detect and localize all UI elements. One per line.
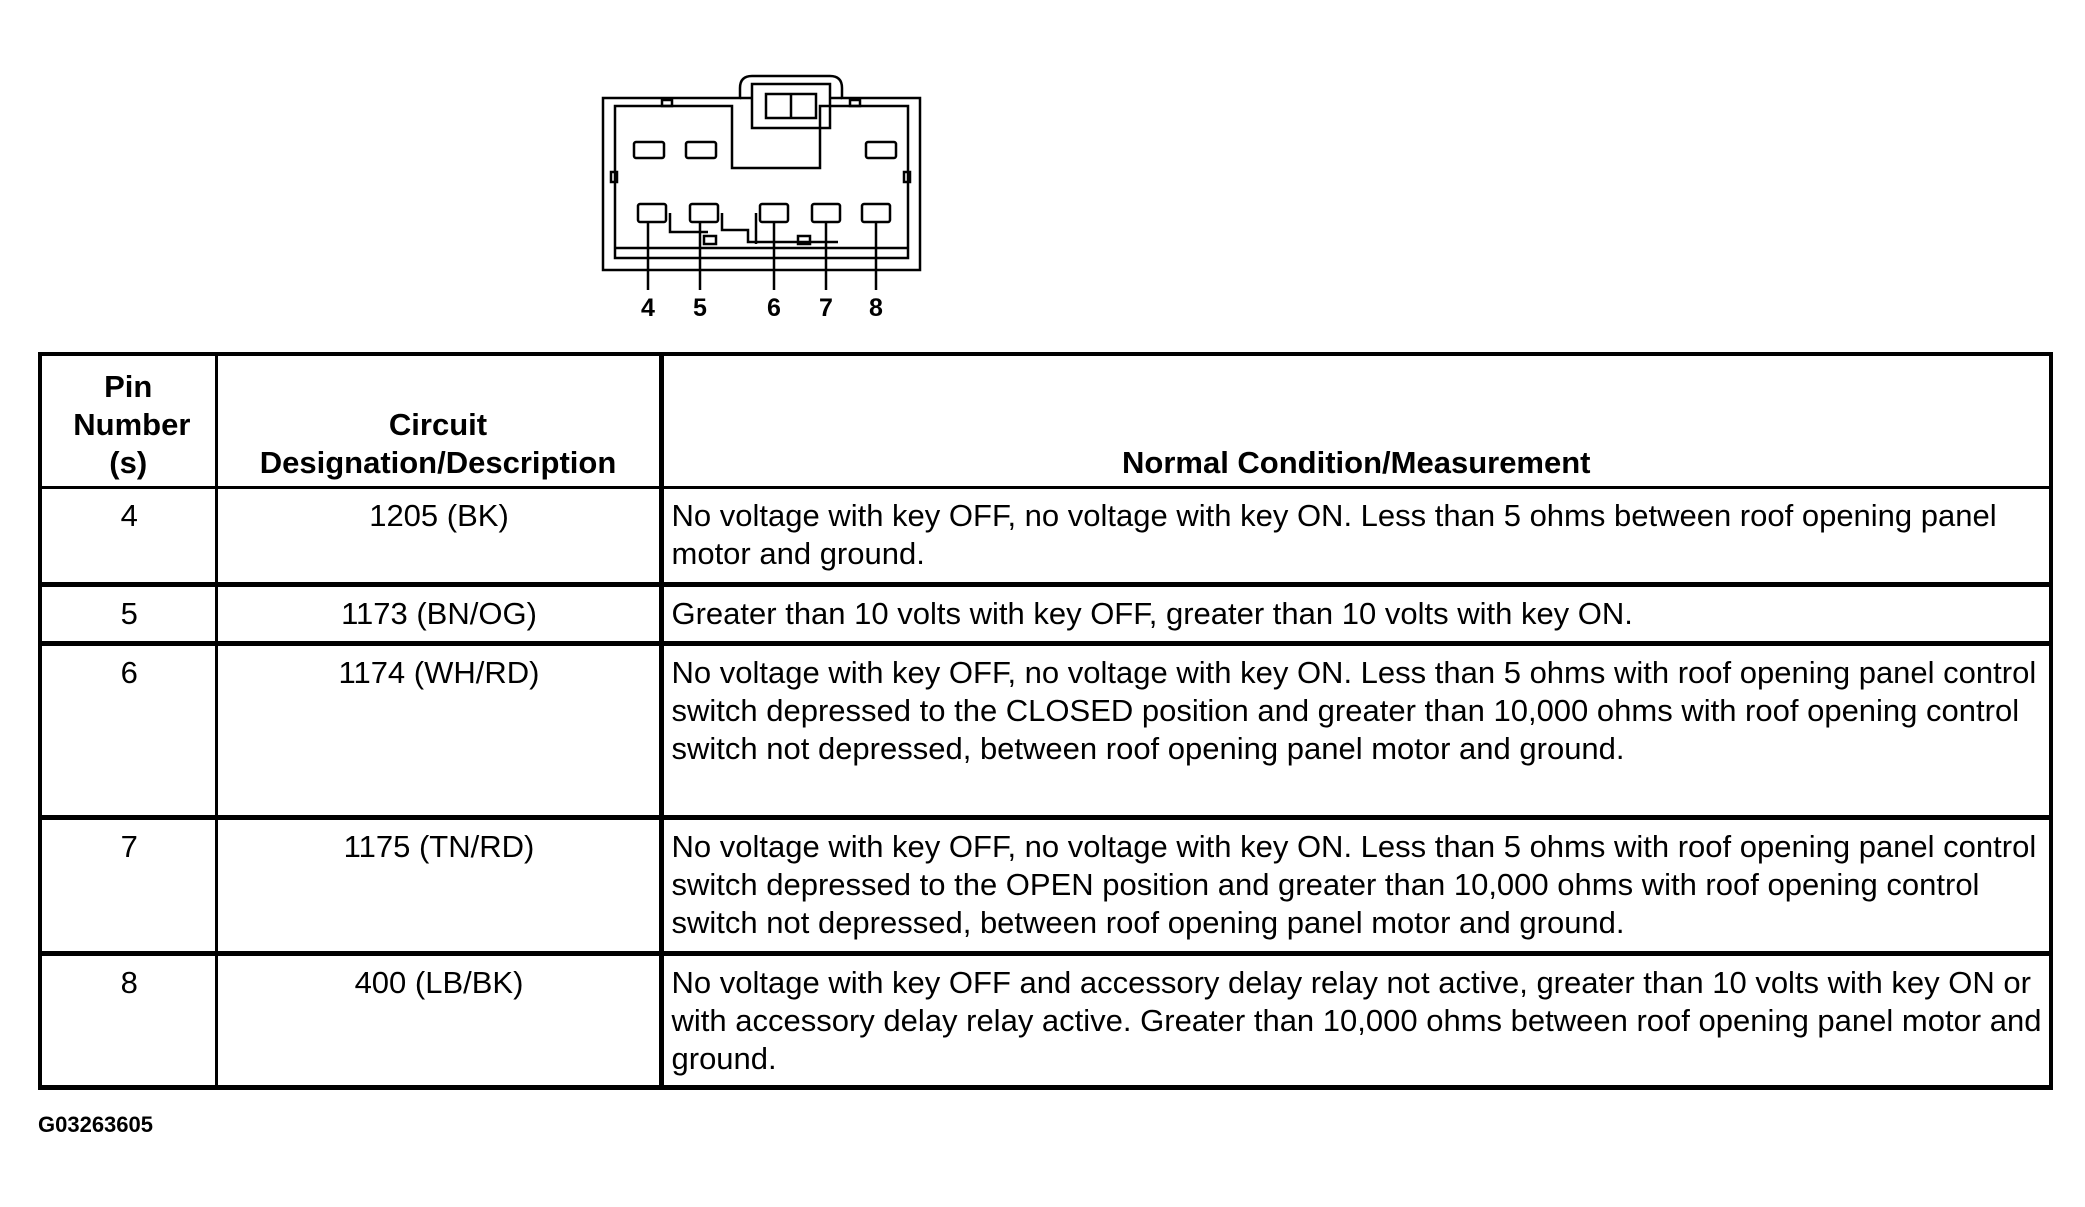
pin-cavity	[812, 204, 840, 222]
pin-cavity	[862, 204, 890, 222]
pin-label: 6	[767, 294, 781, 322]
table-row	[40, 643, 2051, 817]
table-row	[40, 584, 2051, 643]
table-row	[40, 953, 2051, 1087]
header-pin-number-label: Pin Number (s)	[73, 368, 191, 480]
figure-id: G03263605	[38, 1112, 153, 1137]
header-circuit-label: Circuit Designation/Description	[259, 406, 617, 480]
pin-measurement-table	[38, 352, 2053, 1090]
pin-cavity	[638, 204, 666, 222]
pin-cavity	[690, 204, 718, 222]
cell-condition: Greater than 10 volts with key OFF, greater than 10 volts with key ON.	[661, 584, 2051, 643]
cell-condition: No voltage with key OFF, no voltage with key ON. Less than 5 ohms between roof opening panel motor and ground.	[661, 487, 2051, 584]
header-circuit	[216, 354, 661, 487]
cell-pin: 5	[40, 584, 216, 643]
table-header-row	[40, 354, 2051, 487]
top-cavity	[686, 142, 716, 158]
pin-label: 7	[819, 294, 833, 322]
cell-condition: No voltage with key OFF, no voltage with key ON. Less than 5 ohms with roof opening panel control switch depressed to the CLOSED position and greater than 10,000 ohms with roof opening control switch not depressed, between roof opening panel motor and ground.	[661, 643, 2051, 817]
connector-diagram	[598, 70, 933, 332]
cell-circuit: 400 (LB/BK)	[216, 953, 661, 1087]
pin-label: 5	[693, 294, 707, 322]
cell-condition: No voltage with key OFF and accessory delay relay not active, greater than 10 volts with key ON or with accessory delay relay active. Greater than 10,000 ohms between roof opening panel motor and ground.	[661, 953, 2051, 1087]
pin-label: 4	[641, 294, 655, 322]
header-pin-number	[40, 354, 216, 487]
cell-circuit: 1174 (WH/RD)	[216, 643, 661, 817]
header-condition: Normal Condition/Measurement	[661, 354, 2051, 487]
cell-condition: No voltage with key OFF, no voltage with key ON. Less than 5 ohms with roof opening panel control switch depressed to the OPEN position and greater than 10,000 ohms with roof opening control switch not depressed, between roof opening panel motor and ground.	[661, 817, 2051, 953]
top-cavity	[634, 142, 664, 158]
cell-circuit: 1175 (TN/RD)	[216, 817, 661, 953]
cell-pin: 4	[40, 487, 216, 584]
top-cavity	[866, 142, 896, 158]
cell-pin: 8	[40, 953, 216, 1087]
pin-cavity	[760, 204, 788, 222]
table-row	[40, 487, 2051, 584]
pin-label: 8	[869, 294, 883, 322]
cell-pin: 7	[40, 817, 216, 953]
table-row	[40, 817, 2051, 953]
cell-circuit: 1205 (BK)	[216, 487, 661, 584]
cell-pin: 6	[40, 643, 216, 817]
cell-circuit: 1173 (BN/OG)	[216, 584, 661, 643]
